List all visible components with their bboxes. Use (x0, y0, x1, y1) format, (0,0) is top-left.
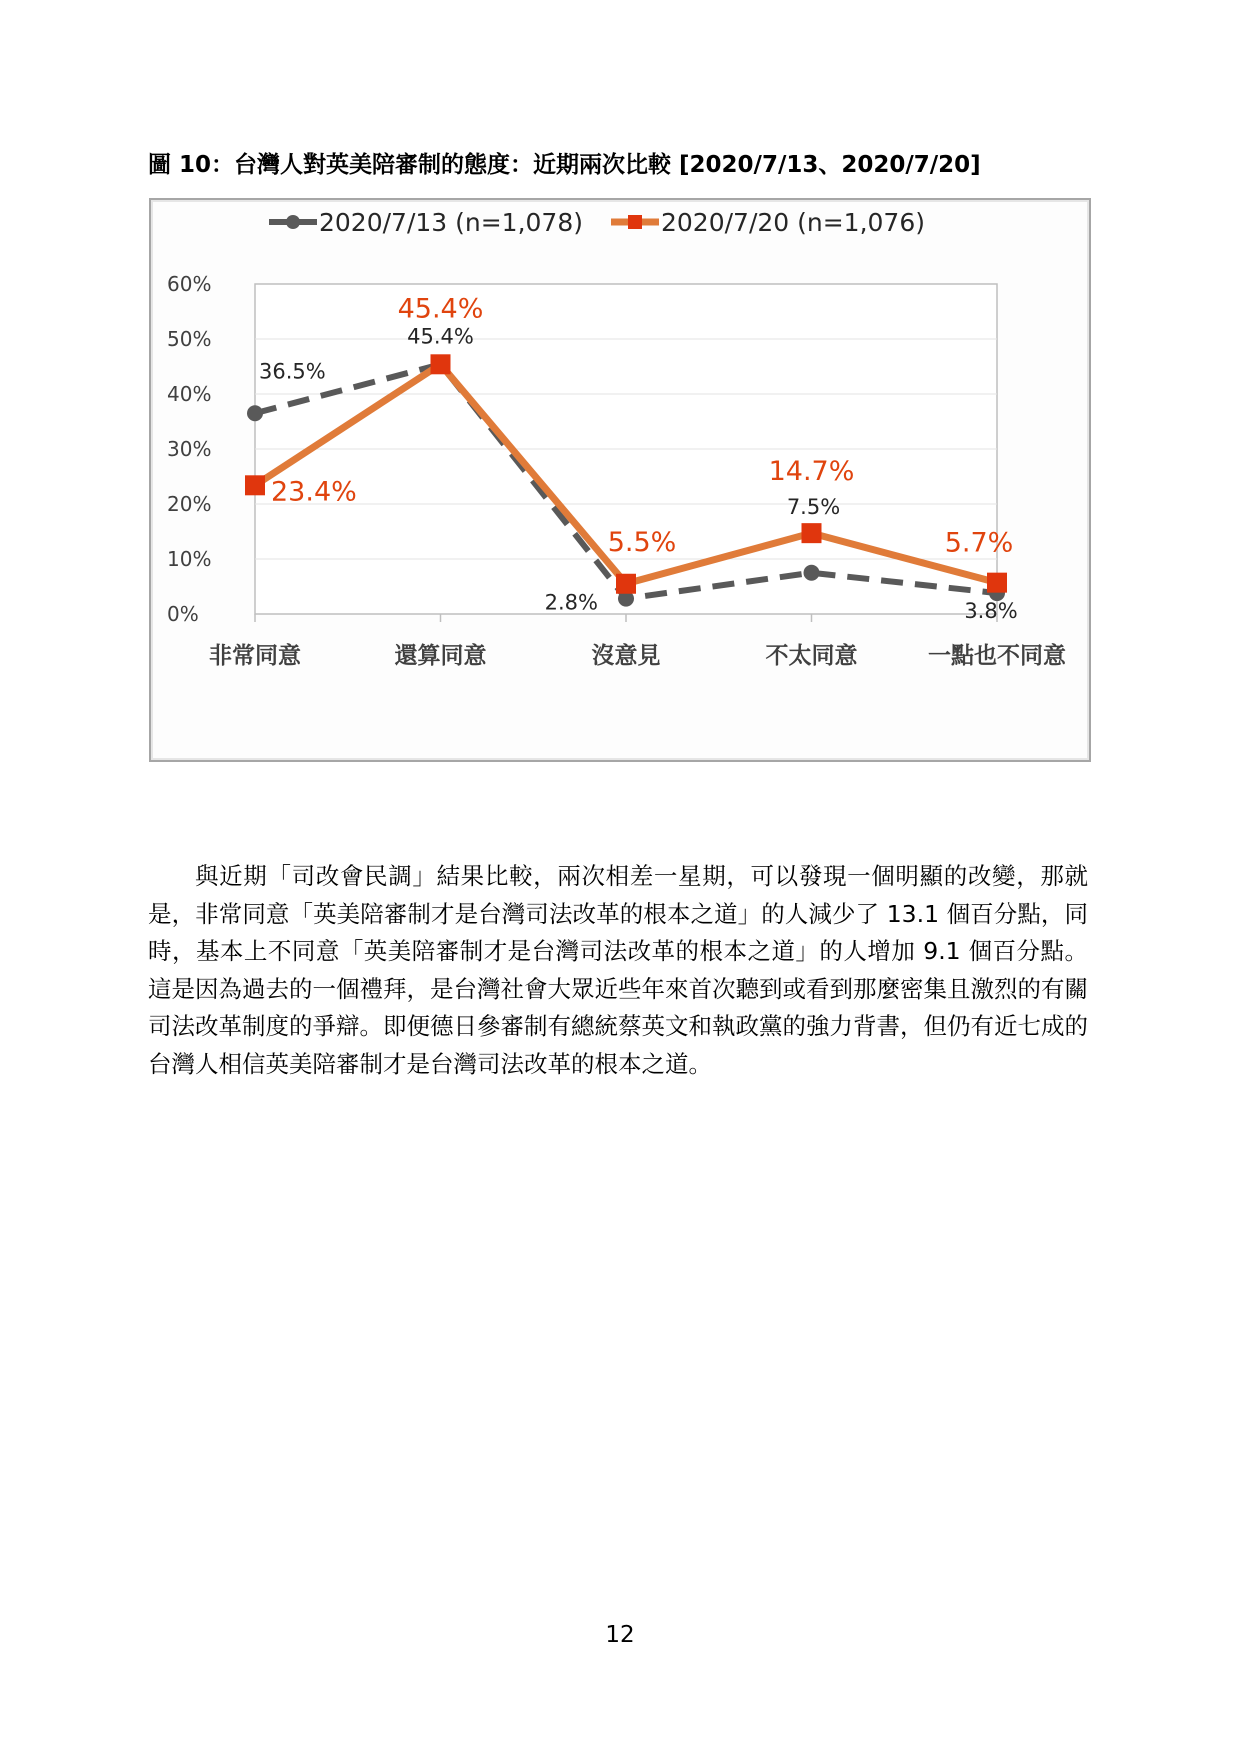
series-2-point (987, 573, 1007, 593)
y-tick-label: 20% (167, 492, 212, 516)
body-paragraph: 與近期「司改會民調」結果比較，兩次相差一星期，可以發現一個明顯的改變，那就是，非常同意「英美陪審制才是台灣司法改革的根本之道」的人減少了 13.1 個百分點，同時，基本上不同意「英美陪審制才是台灣司法改革的根本之道」的人增加 9.1 個百分點。這是因為過去的一個禮拜，是台灣社會大眾近些年來首次聽到或看到那麼密集且激烈的有關司法改革制度的爭辯。即便德日參審制有總統蔡英文和執政黨的強力背書，但仍有近七成的台灣人相信英美陪審制才是台灣司法改革的根本之道。 (148, 862, 1088, 1078)
series-2-point (616, 574, 636, 594)
figure-caption: 圖 10：台灣人對英美陪審制的態度：近期兩次比較 [2020/7/13、2020/7/20] (148, 152, 981, 178)
x-tick-label: 一點也不同意 (928, 643, 1066, 669)
series-1-point (247, 405, 263, 421)
y-tick-label: 10% (167, 547, 212, 571)
y-tick-label: 30% (167, 437, 212, 461)
x-tick-label: 還算同意 (394, 643, 487, 669)
series-1-data-label: 7.5% (786, 494, 841, 519)
series-2-data-label: 45.4% (397, 293, 484, 325)
series-1-point (804, 565, 820, 581)
x-tick-label: 非常同意 (209, 643, 301, 669)
y-tick-label: 0% (167, 602, 199, 626)
series-1-data-label: 2.8% (544, 590, 598, 615)
page-number: 12 (605, 1622, 635, 1648)
y-tick-label: 40% (167, 382, 212, 406)
legend-marker-series-2 (628, 215, 642, 229)
series-2-data-label: 5.5% (607, 526, 677, 558)
legend-label-series-1: 2020/7/13 (n=1,078) (319, 208, 584, 237)
y-tick-label: 60% (167, 272, 212, 296)
legend-label-series-2: 2020/7/20 (n=1,076) (661, 208, 926, 237)
chart-svg (151, 200, 1089, 760)
x-tick-label: 沒意見 (591, 643, 661, 669)
series-2-point (431, 354, 451, 374)
series-1-data-label: 3.8% (964, 599, 1018, 624)
series-1-data-label: 45.4% (407, 324, 474, 349)
series-2-data-label: 5.7% (944, 527, 1014, 559)
y-tick-label: 50% (167, 327, 212, 351)
series-2-data-label: 23.4% (271, 476, 357, 508)
series-1-data-label: 36.5% (259, 359, 326, 384)
series-2-point (802, 523, 822, 543)
legend-marker-series-1 (286, 215, 300, 229)
series-2-point (245, 475, 265, 495)
x-tick-label: 不太同意 (765, 643, 858, 669)
line-chart (149, 198, 1091, 762)
series-2-data-label: 14.7% (768, 456, 855, 488)
